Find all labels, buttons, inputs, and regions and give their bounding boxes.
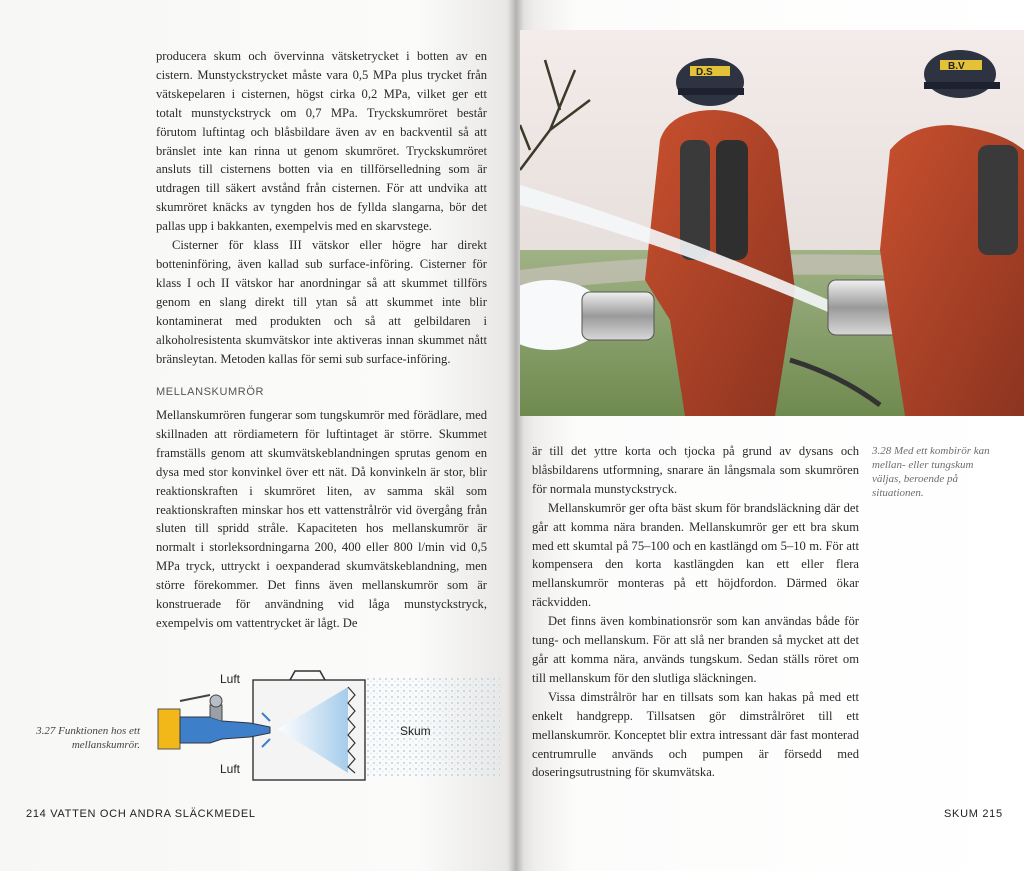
photo-nozzle-left [582,292,654,340]
firefighters-photo [520,30,1024,416]
tube-handle [290,671,325,680]
right-paragraph-1: är till det yttre korta och tjocka på grund av dysans och blåsbildarens utformning, snarare än långsmala som skumrören för normala munstyckstryck. [532,444,859,496]
folio-left: 214 VATTEN OCH ANDRA SLÄCKMEDEL [26,808,256,820]
left-paragraph-1: producera skum och övervinna vätsketrycket i botten av en cistern. Munstyckstrycket måste vara 0,5 MPa plus trycket från vätskepelaren i cisternen, högst cirka 0,2 MPa, vilket ger ett totalt munstyckstryck om 0,7 MPa. Tryckskumröret består förutom luftintag och blåsbildare även av en backventil så att bränslet inte kan rinna ut genom skumröret. Tryckskumröret ansluts till cisternens botten via en tillförselledning som är utdragen till säkert avstånd från cisternen. För att undvika att skumröret knäcks av tyngden hos de fyllda slangarna, bör det pallas upp i bakkanten, exempelvis med en skarvstege. [156,49,487,234]
caption-3-27: 3.27 Funktionen hos ett mellanskumrör. [36,725,140,751]
left-paragraph-2: Cisterner för klass III vätskor eller högre har direkt botteninföring, även kallad sub surface-införing. Cisterner för klass I och II vätskor har anordningar så att skummet tillförs genom en slang direkt till ytan så att skummet inte blir kontaminerat med produkten och så att gelbildaren i alkoholresistenta skumvätskor inte aktiveras innan skummet nått bränsleytan. Metoden kallas för semi sub surface-införing. [156,238,487,366]
diagram-svg [150,665,500,785]
valve-knob [210,695,222,707]
label-air-top: Luft [220,672,241,686]
caption-3-28: 3.28 Med ett kombirör kan mellan- eller tungskum väljas, beroende på situationen. [872,445,990,499]
photo-svg [520,30,1024,416]
left-paragraph-3: Mellanskumrören fungerar som tungskumrör med förädlare, med skillnaden att rördiametern för luftintaget är större. Skummet framställs genom att skumvätskeblandningen sprutas genom en dysa med stor konvinkel över ett nät. Då konvinkeln är stor, blir reaktionskraften i skumröret liten, av samma skäl som reaktionskraften minskar hos ett vattenstrålrör vid övergång från sluten till spridd stråle. Kapaciteten hos mellanskumrör är normalt i storleksordningarna 200, 400 eller 800 l/min vid 0,5 MPa tryck, uttryckt i oexpanderad skumvätskeblandning, men större förekommer. Det finns även mellanskumrör som är konstruerade för användning vid låga munstyckstryck, exempelvis om vattentrycket är lågt. De [156,408,487,630]
section-heading: MELLANSKUMRÖR [156,386,265,398]
photo-helmet-brim-right [924,82,1000,89]
right-paragraph-4: Vissa dimstrålrör har en tillsats som kan hakas på med ett enkelt handgrepp. Tillsatsen gör dimstrålröret till ett mellanskumrör. Konceptet blir extra intressant där fast monterad centrumrulle används och pumpen är försedd med doseringsutrustning för skumvätska. [532,689,859,780]
foam-tube-diagram [150,665,500,785]
hose-coupling [158,709,180,749]
label-foam: Skum [400,724,431,738]
photo-helmet-text-left: D.S [696,67,713,78]
label-air-bottom: Luft [220,762,241,776]
photo-helmet-left [676,58,744,106]
right-paragraph-3: Det finns även kombinationsrör som kan användas både för tung- och mellanskum. För att slå ner branden så mycket att det går att komma nära, används tungskum. Sedan ställs röret om till mellanskum för den slutliga släckningen. [532,614,859,685]
right-paragraph-2: Mellanskumrör ger ofta bäst skum för brandsläckning där det går att komma nära branden. Mellanskumrör ger ett bra skum med ett skumtal på 75–100 och en kastlängd om 5–10 m. För att kompensera den korta kastlängden kan ett eller flera mellanskumrör monteras på ett höjdfordon. Därmed ökar räckvidden. [532,500,859,610]
photo-air-tank-left-2 [716,140,748,260]
lever-arm [180,695,210,701]
right-text-body [532,442,859,782]
photo-helmet-right [924,50,996,98]
foam-output [365,677,500,777]
photo-air-tank-right [978,145,1018,255]
photo-helmet-brim-left [678,88,744,95]
left-text-mid [156,406,487,633]
photo-helmet-text-right: B.V [948,61,965,72]
folio-right: SKUM 215 [944,808,1003,820]
left-text-top [156,47,487,368]
